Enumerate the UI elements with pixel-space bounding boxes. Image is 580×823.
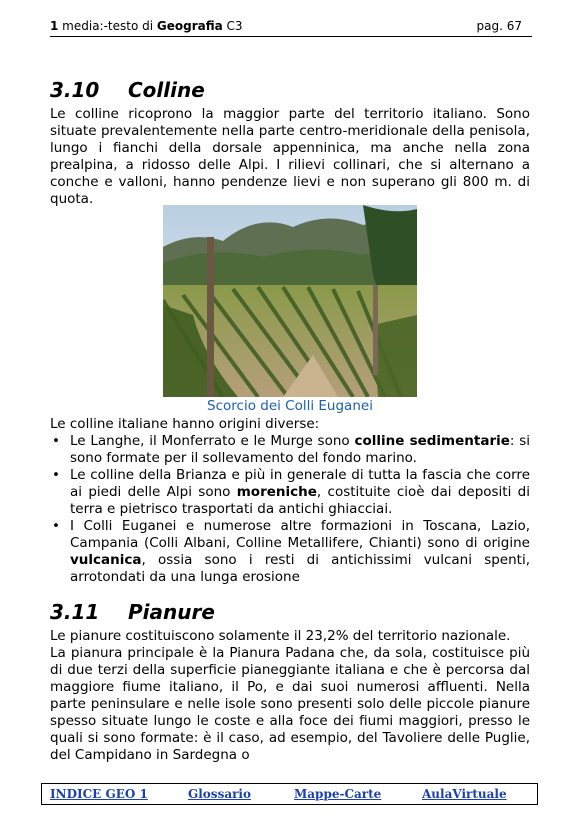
list-item: • Le Langhe, il Monferrato e le Murge sono colline sedimentarie: si sono formate per il sollevamento del fondo marino. <box>50 433 530 467</box>
link-glossario[interactable]: Glossario <box>188 787 251 801</box>
hill-origins-list <box>50 433 530 586</box>
header-doc-title: 1 media:-testo di Geografia C3 <box>50 19 243 33</box>
colline-intro-paragraph: Le colline ricoprono la maggior parte del territorio italiano. Sono situate prevalentemente nella parte centro-meridionale della penisola, lungo i fianchi della dorsale appenninica, ma anche nella zona prealpina, a ridosso delle Alpi. I rilievi collinari, che si alternano a conche e valloni, hanno pendenze lievi e non superano gli 800 m. di quota. <box>50 106 530 207</box>
list-item: • Le colline della Brianza e più in generale di tutta la fascia che corre ai piedi delle Alpi sono moreniche, costituite cioè dai depositi di terra e pietrisco trasportati da antichi ghiacciai. <box>50 467 530 518</box>
term-sedimentarie: colline sedimentarie <box>354 433 510 449</box>
term-moreniche: moreniche <box>236 484 317 500</box>
photo-caption: Scorcio dei Colli Euganei <box>207 398 373 414</box>
link-mappe-carte[interactable]: Mappe-Carte <box>294 787 382 801</box>
origins-lead-text: Le colline italiane hanno origini diverse: <box>50 416 320 432</box>
page-header <box>50 19 532 37</box>
pianure-paragraph-2: La pianura principale è la Pianura Padana che, da sola, costituisce più di due terzi della superficie pianeggiante italiana e che è percorsa dal maggiore fiume italiano, il Po, e dai suoi numerosi affluenti. Nella parte peninsulare e nelle isole sono presenti solo delle piccole pianure spesso situate lungo le coste e alla foce dei fiumi maggiori, presso le quali si sono formate: è il caso, ad esempio, del Tavoliere delle Puglie, del Campidano in Sardegna o <box>50 645 530 763</box>
link-aula-virtuale[interactable]: AulaVirtuale <box>422 787 507 801</box>
footer-nav <box>41 783 538 805</box>
list-item: • I Colli Euganei e numerose altre formazioni in Toscana, Lazio, Campania (Colli Albani, Colline Metallifere, Chianti) sono di origine vulcanica, ossia sono i resti di antichissimi vulcani spenti, arrotondati da una lunga erosione <box>50 518 530 586</box>
section-heading-pianure: 3.11 Pianure <box>50 600 215 624</box>
section-heading-colline: 3.10 Colline <box>50 78 205 102</box>
page-number: pag. 67 <box>476 19 522 33</box>
term-vulcanica: vulcanica <box>70 552 142 568</box>
link-indice-geo[interactable]: INDICE GEO 1 <box>50 787 148 801</box>
colli-euganei-photo <box>163 205 417 397</box>
pianure-paragraph-1: Le pianure costituiscono solamente il 23,2% del territorio nazionale. <box>50 628 511 644</box>
